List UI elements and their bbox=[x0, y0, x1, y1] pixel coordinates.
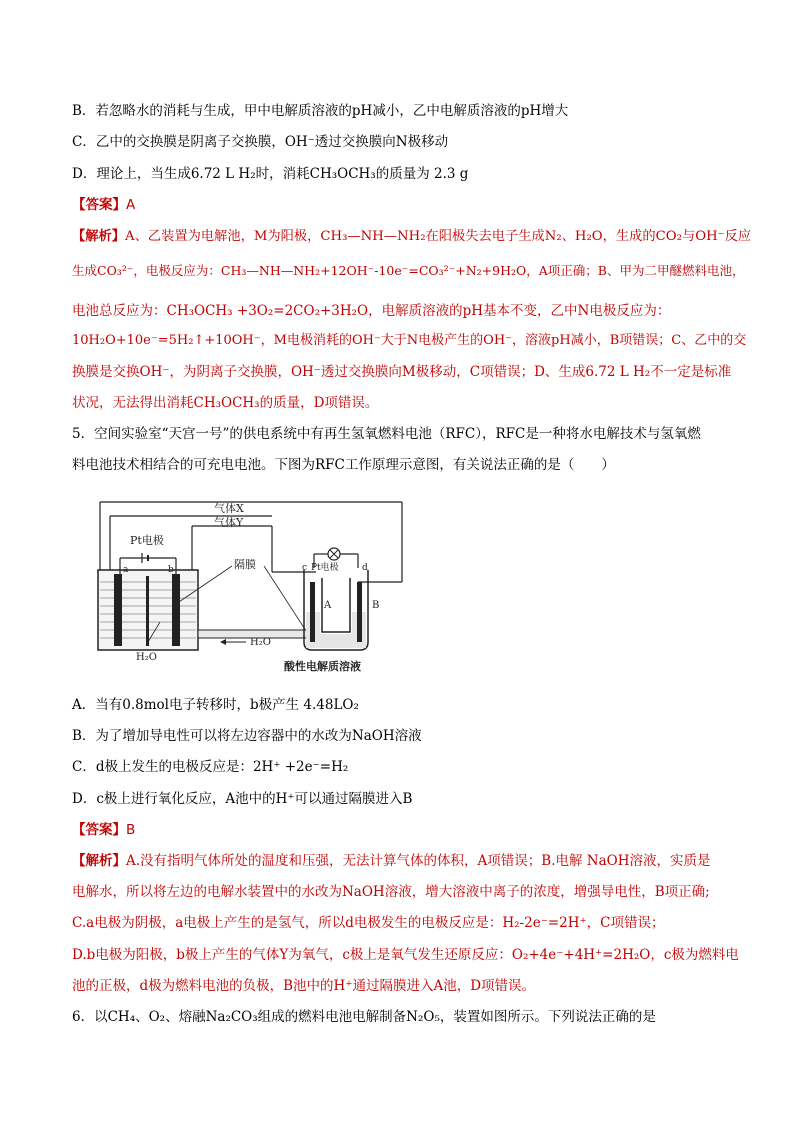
q4-answer bbox=[72, 196, 135, 214]
q4-analysis-line-1 bbox=[72, 228, 751, 246]
q4-analysis-line-6: 状况，无法得出消耗CH₃OCH₃的质量，D项错误。 bbox=[72, 395, 379, 411]
answer-value: B bbox=[126, 822, 136, 838]
pool-b-label: B bbox=[372, 600, 380, 611]
analysis-text: A.没有指明气体所处的温度和压强，无法计算气体的体积，A项错误；B.电解 NaOH溶液，实质是 bbox=[126, 853, 711, 869]
answer-tag: 【答案】 bbox=[72, 822, 126, 838]
electrode-b-label: b bbox=[168, 565, 174, 575]
q4-option-b: B．若忽略水的消耗与生成，甲中电解质溶液的pH减小，乙中电解质溶液的pH增大 bbox=[72, 103, 569, 119]
q4-option-c: C．乙中的交换膜是阴离子交换膜，OH⁻透过交换膜向N极移动 bbox=[72, 134, 449, 150]
q4-analysis-line-3: 电池总反应为：CH₃OCH₃ +3O₂=2CO₂+3H₂O，电解质溶液的pH基本不变，乙中N电极反应为： bbox=[72, 303, 671, 319]
rfc-diagram bbox=[96, 492, 416, 680]
membrane-label: 隔膜 bbox=[234, 558, 256, 571]
q6-stem: 6．以CH₄、O₂、熔融Na₂CO₃组成的燃料电池电解制备N₂O₅，装置如图所示。下列说法正确的是 bbox=[72, 1009, 656, 1025]
gas-x-label: 气体X bbox=[214, 502, 244, 515]
acid-solution-label: 酸性电解质溶液 bbox=[284, 660, 361, 673]
q5-option-a: A．当有0.8mol电子转移时，b极产生 4.48LO₂ bbox=[72, 697, 359, 713]
q5-answer bbox=[72, 821, 135, 839]
q4-analysis-line-4: 10H₂O+10e⁻=5H₂↑+10OH⁻，M电极消耗的OH⁻大于N电极产生的OH⁻，溶液pH减小，B项错误；C、乙中的交 bbox=[72, 333, 747, 348]
analysis-tag: 【解析】 bbox=[72, 853, 126, 869]
q4-analysis-line-2: 生成CO₃²⁻，电极反应为：CH₃—NH—NH₂+12OH⁻-10e⁻=CO₃²⁻+N₂+9H₂O，A项正确；B、甲为二甲醚燃料电池， bbox=[72, 263, 745, 278]
analysis-text: A、乙装置为电解池，M为阳极，CH₃—NH—NH₂在阳极失去电子生成N₂、H₂O，生成的CO₂与OH⁻反应 bbox=[125, 229, 752, 244]
electrode-c-label: c bbox=[302, 563, 308, 573]
q5-option-b: B．为了增加导电性可以将左边容器中的水改为NaOH溶液 bbox=[72, 728, 422, 744]
analysis-tag: 【解析】 bbox=[72, 229, 126, 244]
pt-electrode-right-label: Pt电极 bbox=[311, 563, 339, 573]
answer-value: A bbox=[126, 197, 136, 213]
pool-a-label: A bbox=[324, 600, 332, 611]
q4-option-d: D．理论上，当生成6.72 L H₂时，消耗CH₃OCH₃的质量为 2.3 g bbox=[72, 166, 469, 182]
gas-y-label: 气体Y bbox=[214, 516, 244, 529]
q5-analysis-line-2: 电解水，所以将左边的电解水装置中的水改为NaOH溶液，增大溶液中离子的浓度，增强导电性，B项正确; bbox=[72, 884, 710, 900]
pt-electrode-left-label: Pt电极 bbox=[130, 534, 164, 547]
q5-option-d: D．c极上进行氧化反应，A池中的H⁺可以通过隔膜进入B bbox=[72, 791, 413, 807]
q5-analysis-line-3: C.a电极为阴极，a电极上产生的是氢气，所以d电极发生的电极反应是：H₂-2e⁻=2H⁺，C项错误； bbox=[72, 915, 665, 931]
q4-analysis-line-5: 换膜是交换OH⁻，为阴离子交换膜，OH⁻透过交换膜向M极移动，C项错误；D、生成6.72 L H₂不一定是标准 bbox=[72, 364, 732, 380]
electrode-a-label: a bbox=[123, 565, 129, 575]
q5-analysis-line-1 bbox=[72, 852, 711, 870]
electrode-d-label: d bbox=[362, 563, 368, 573]
water-left-label: H₂O bbox=[136, 652, 157, 663]
q5-analysis-line-4: D.b电极为阳极，b极上产生的气体Y为氧气，c极上是氧气发生还原反应：O₂+4e⁻+4H⁺=2H₂O，c极为燃料电 bbox=[72, 947, 739, 963]
water-flow-label: H₂O bbox=[250, 637, 271, 648]
q5-stem-line-2: 料电池技术相结合的可充电电池。下图为RFC工作原理示意图，有关说法正确的是（ ） bbox=[72, 457, 615, 473]
q5-analysis-line-5: 池的正极，d极为燃料电池的负极，B池中的H⁺通过隔膜进入A池，D项错误。 bbox=[72, 978, 536, 994]
answer-tag: 【答案】 bbox=[72, 197, 126, 213]
q5-option-c: C．d极上发生的电极反应是：2H⁺ +2e⁻=H₂ bbox=[72, 759, 349, 775]
q5-stem-line-1: 5．空间实验室“天宫一号”的供电系统中有再生氢氧燃料电池（RFC），RFC是一种将水电解技术与氢氧燃 bbox=[72, 426, 701, 442]
